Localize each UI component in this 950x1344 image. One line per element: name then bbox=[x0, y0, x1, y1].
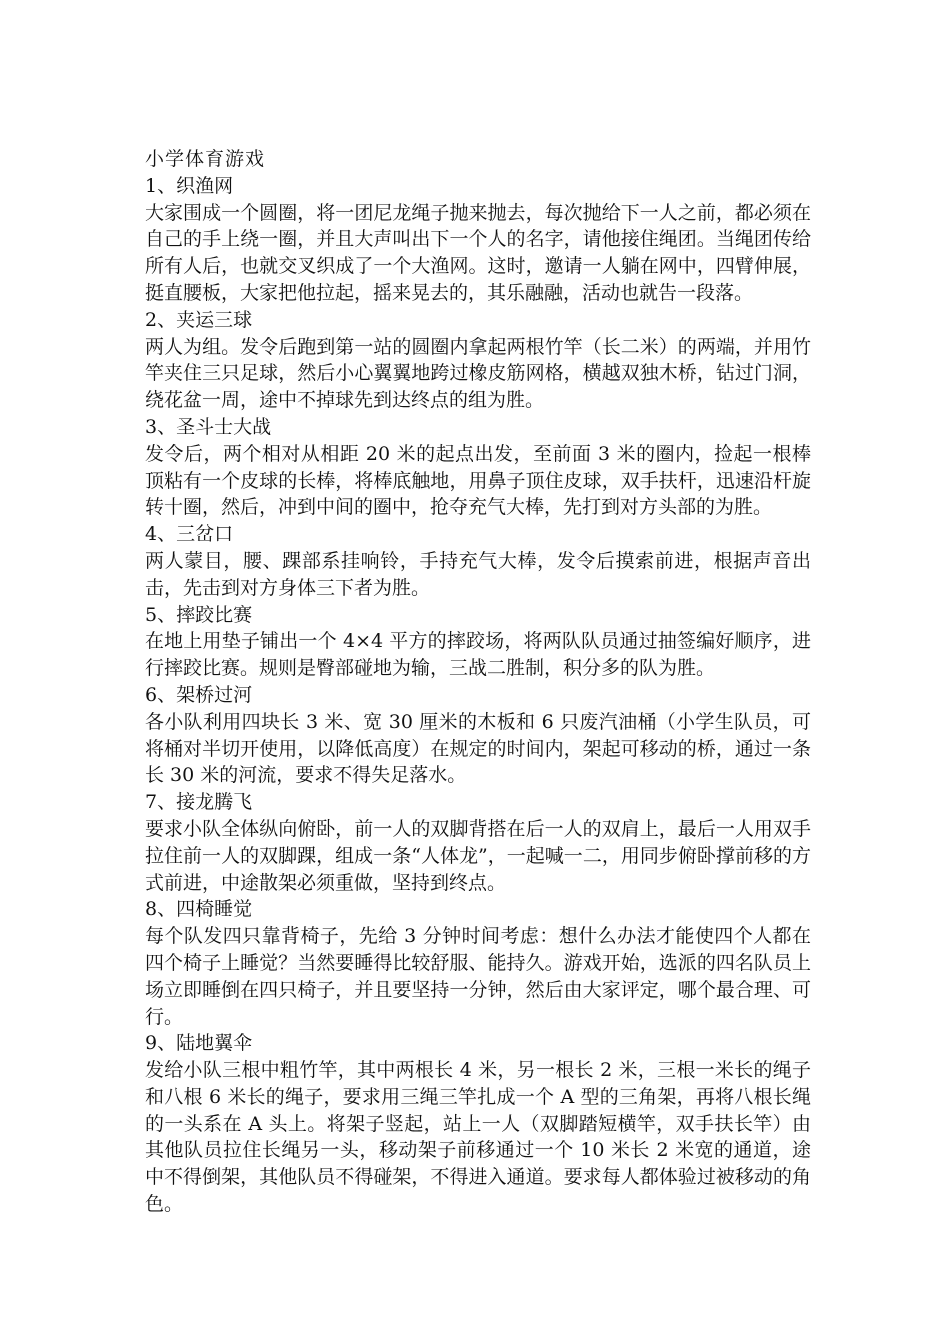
section-body: 发令后，两个相对从相距 20 米的起点出发，至前面 3 米的圈内，捡起一根棒顶粘有一个皮球的长棒，将棒底触地，用鼻子顶住皮球，双手扶杆，迅速沿杆旋转十圈，然后，冲到中间的圈中，抢夺充气大棒，先打到对方头部的为胜。 bbox=[145, 442, 811, 519]
section-body: 两人蒙目，腰、踝部系挂响铃，手持充气大棒，发令后摸索前进，根据声音出击，先击到对方身体三下者为胜。 bbox=[145, 549, 811, 599]
section-body: 两人为组。发令后跑到第一站的圆圈内拿起两根竹竿（长二米）的两端，并用竹竿夹住三只足球，然后小心翼翼地跨过橡皮筋网格，横越双独木桥，钻过门洞，绕花盆一周，途中不掉球先到达终点的组为胜。 bbox=[145, 335, 811, 412]
section-heading: 2、夹运三球 bbox=[145, 308, 253, 331]
section-heading: 6、架桥过河 bbox=[145, 683, 253, 706]
section-body: 每个队发四只靠背椅子，先给 3 分钟时间考虑：想什么办法才能使四个人都在四个椅子上睡觉？当然要睡得比较舒服、能持久。游戏开始，选派的四名队员上场立即睡倒在四只椅子，并且要坚持一分钟，然后由大家评定，哪个最合理、可行。 bbox=[145, 925, 811, 1028]
section-body: 大家围成一个圆圈，将一团尼龙绳子抛来抛去，每次抛给下一人之前，都必须在自己的手上绕一圈，并且大声叫出下一个人的名字，请他接住绳团。当绳团传给所有人后，也就交叉织成了一个大渔网。这时，邀请一人躺在网中，四臂伸展，挺直腰板，大家把他拉起，摇来晃去的，其乐融融，活动也就告一段落。 bbox=[145, 201, 811, 304]
section-heading: 9、陆地翼伞 bbox=[145, 1032, 253, 1055]
section-heading: 3、圣斗士大战 bbox=[145, 415, 272, 438]
section-heading: 4、三岔口 bbox=[145, 523, 234, 546]
section-body: 发给小队三根中粗竹竿，其中两根长 4 米，另一根长 2 米，三根一米长的绳子和八根 6 米长的绳子，要求用三绳三竿扎成一个 A 型的三角架，再将八根长绳的一头系在 A 头上。将架子竖起，站上一人（双脚踏短横竿，双手扶长竿）由其他队员拉住长绳另一头，移动架子前移通过一个 10 米长 2 米宽的通道，途中不得倒架，其他队员不得碰架，不得进入通道。要求每人都体验过被移动的角色。 bbox=[145, 1059, 811, 1216]
section-heading: 8、四椅睡觉 bbox=[145, 898, 253, 921]
section-body: 要求小队全体纵向俯卧，前一人的双脚背搭在后一人的双肩上，最后一人用双手拉住前一人的双脚踝，组成一条“人体龙”，一起喊一二，用同步俯卧撑前移的方式前进，中途散架必须重做，坚持到终点。 bbox=[145, 817, 811, 894]
section-heading: 7、接龙腾飞 bbox=[145, 791, 253, 814]
section-heading: 5、摔跤比赛 bbox=[145, 603, 253, 626]
section-heading: 1、织渔网 bbox=[145, 174, 234, 197]
document-title: 小学体育游戏 bbox=[145, 148, 266, 170]
document-page bbox=[145, 146, 811, 1218]
section-body: 在地上用垫子铺出一个 4×4 平方的摔跤场，将两队队员通过抽签编好顺序，进行摔跤比赛。规则是臀部碰地为输，三战二胜制，积分多的队为胜。 bbox=[145, 630, 811, 680]
section-body: 各小队利用四块长 3 米、宽 30 厘米的木板和 6 只废汽油桶（小学生队员，可将桶对半切开使用，以降低高度）在规定的时间内，架起可移动的桥，通过一条长 30 米的河流，要求不得失足落水。 bbox=[145, 710, 811, 787]
